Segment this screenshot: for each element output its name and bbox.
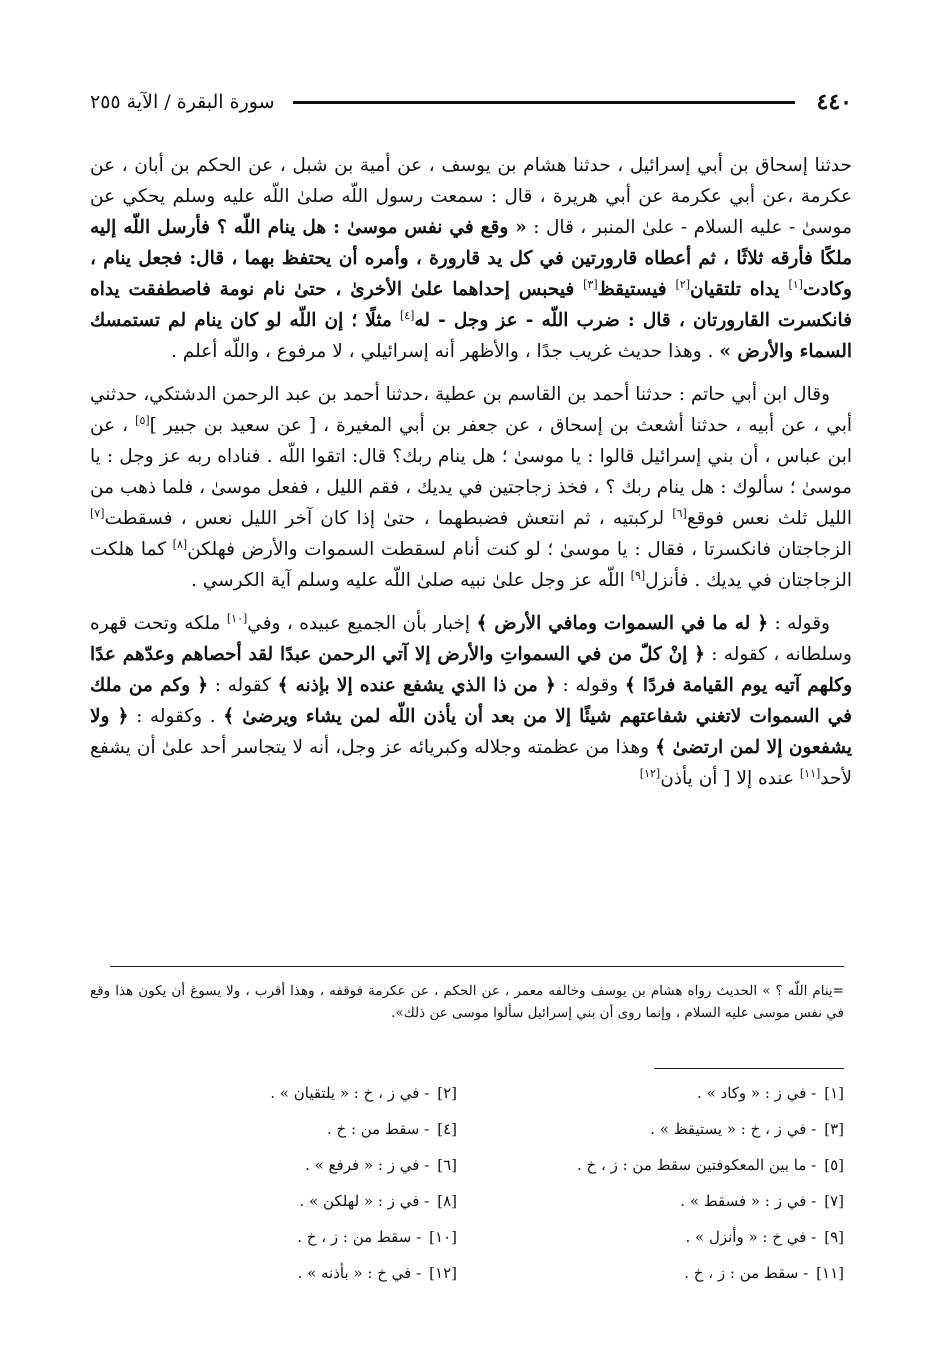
footnote-number: [٤] xyxy=(437,1120,457,1138)
bold-text: فيستيقظ xyxy=(597,279,676,300)
footnote-item xyxy=(527,1118,844,1140)
paragraph-commentary xyxy=(90,608,852,794)
footnote-ref[interactable]: [٣] xyxy=(583,277,598,291)
text-span: لركبتيه ، ثم انتعش فضبطهما ، حتىٰ إذا كان آخر الليل نعس ، فسقطت xyxy=(104,508,673,529)
paragraph-ibn-abi-hatim xyxy=(90,379,852,596)
text-span: حدثنا إسحاق بن أبي إسرائيل ، حدثنا هشام بن يوسف ، عن أمية بن شبل ، عن الحكم بن أبان ، عن عكرمة ،عن أبي عكرمة عن أبي هريرة ، قال : سمعت رسول اللّه صلىٰ اللّه عليه وسلم يحكي عن موسىٰ - عليه السلام - علىٰ المنبر ، قال : xyxy=(90,155,853,238)
text-span: إخبار بأن الجميع عبيده ، وفي xyxy=(247,613,477,634)
page-header xyxy=(90,82,852,122)
text-span: وقوله : xyxy=(768,613,830,634)
footnotes-divider xyxy=(654,1068,844,1069)
quran-quote: ﴿ إنْ كلّ من في السمواتِ والأرض إلا آتي الرحمن عبدًا لقد أحصاهم وعدّهم عدًا وكلهم آتيه يوم القيامة فردًا ﴾ xyxy=(90,644,852,696)
bold-text: مثلًا ؛ إن اللّه لو كان ينام لم تستمسك السماء والأرض » xyxy=(90,310,852,362)
footnote-ref[interactable]: [٧] xyxy=(90,506,105,520)
footnote-number: [٧] xyxy=(824,1192,844,1210)
page-number: ٤٤٠ xyxy=(816,89,852,115)
footnote-number: [١٢] xyxy=(429,1264,457,1282)
paragraph-hadith xyxy=(90,150,852,367)
footnote-ref[interactable]: [٥] xyxy=(135,413,150,427)
note-divider xyxy=(110,966,844,967)
footnote-ref[interactable]: [٤] xyxy=(399,308,415,322)
footnote-item xyxy=(140,1262,457,1284)
footnote-ref[interactable]: [١] xyxy=(788,277,803,291)
continued-note: =ينام اللّه ؟ » الحديث رواه هشام بن يوسف وخالفه معمر ، عن الحكم ، عن عكرمة فوقفه ، وهذا أقرب ، ولا يسوغ أن يكون هذا وقع في نفس موسى عليه السلام ، وإنما روى أن بني إسرائيل سألوا موسى عن ذلك». xyxy=(90,983,844,1021)
footnote-ref[interactable]: [٩] xyxy=(630,568,646,582)
text-span: وهذا من عظمته وجلاله وكبريائه عز وجل، أنه لا يتجاسر أحد علىٰ أن يشفع لأحد xyxy=(90,737,852,789)
bold-text: فيحبس إحداهما علىٰ الأخرىٰ ، حتىٰ نام نومة فاصطفقت يداه فانكسرت القارورتان ، قال : ضرب اللّه - عز وجل - له xyxy=(90,279,852,331)
footnote-number: [١] xyxy=(824,1084,844,1102)
footnote-text: - سقط من : ز ، خ . xyxy=(684,1264,809,1282)
footnote-ref[interactable]: [١٠] xyxy=(226,611,248,625)
footnote-ref[interactable]: [٦] xyxy=(672,506,687,520)
footnote-item xyxy=(140,1190,457,1212)
footnote-text: - سقط من : خ . xyxy=(326,1120,430,1138)
main-text xyxy=(90,150,852,806)
footnote-number: [٦] xyxy=(437,1156,457,1174)
footnote-number: [٩] xyxy=(824,1228,844,1246)
footnote-item xyxy=(527,1082,844,1104)
footnote-number: [١٠] xyxy=(429,1228,457,1246)
footnote-text: - ما بين المعكوفتين سقط من : ز ، خ . xyxy=(576,1156,817,1174)
text-span: عنده إلا [ أن يأذن xyxy=(660,768,800,789)
footnote-ref[interactable]: [٨] xyxy=(172,537,188,551)
footnote-item xyxy=(527,1154,844,1176)
footnote-ref[interactable]: [١٢] xyxy=(639,766,661,780)
text-span: كما هلكت الزجاجتان في يديك . فأنزل xyxy=(90,539,852,591)
footnote-ref[interactable]: [١١] xyxy=(799,766,821,780)
footnote-item xyxy=(140,1118,457,1140)
text-span: ملكه وتحت قهره وسلطانه ، كقوله : xyxy=(90,613,852,665)
footnote-item xyxy=(527,1226,844,1248)
footnote-item xyxy=(527,1262,844,1284)
footnote-text: - سقط من : ز ، خ . xyxy=(297,1228,422,1246)
footnote-text: - في ز : « فرفع » . xyxy=(305,1156,430,1174)
footnote-text: - في ز : « فسقط » . xyxy=(680,1192,817,1210)
header-rule xyxy=(293,101,795,104)
text-span: كقوله : xyxy=(208,675,278,696)
footnote-text: - في ز : « وكاد » . xyxy=(697,1084,817,1102)
footnote-item xyxy=(527,1190,844,1212)
text-span: وقوله : xyxy=(555,675,625,696)
footnote-text: - في خ : « وأنزل » . xyxy=(685,1228,817,1246)
footnote-item xyxy=(140,1154,457,1176)
footnotes xyxy=(140,1082,844,1284)
quran-quote: ﴿ له ما في السموات ومافي الأرض ﴾ xyxy=(476,613,769,634)
footnote-text: - في ز : « لهلكن » . xyxy=(299,1192,430,1210)
quran-quote: ﴿ وكم من ملك في السموات لاتغني شفاعتهم شيئًا إلا من بعد أن يأذن اللّه لمن يشاء ويرضىٰ ﴾ xyxy=(90,675,852,727)
footnote-number: [١١] xyxy=(816,1264,844,1282)
footnote-number: [٥] xyxy=(824,1156,844,1174)
footnote-text: - في ز ، خ : « يستيقظ » . xyxy=(650,1120,817,1138)
footnote-item xyxy=(140,1082,457,1104)
footnote-number: [٣] xyxy=(824,1120,844,1138)
quran-quote: ﴿ ولا يشفعون إلا لمن ارتضىٰ ﴾ xyxy=(90,706,852,758)
text-span: الزجاجتان فانكسرتا ، فقال : يا موسىٰ ؛ لو كنت أنام لسقطت السموات والأرض فهلكن xyxy=(187,539,852,560)
footnote-text: - في خ : « بأذنه » . xyxy=(297,1264,422,1282)
quran-quote: ﴿ من ذا الذي يشفع عنده إلا بإذنه ﴾ xyxy=(277,675,556,696)
bold-text: يداه تلتقيان xyxy=(690,279,789,300)
text-span: ، عن ابن عباس ، أن بني إسرائيل قالوا : يا موسىٰ ؛ هل ينام ربك؟ قال: اتقوا اللّه . فناداه ربه عز وجل : يا موسىٰ ؛ سألوك : هل ينام ربك ؟ ، فخذ زجاجتين في يديك ، فقم الليل ، ففعل موسىٰ ، فلما ذهب من الليل ثلث نعس فوقع xyxy=(90,415,852,529)
text-span: . وهذا حديث غريب جدًا ، والأظهر أنه إسرائيلي ، لا مرفوع ، واللّه أعلم . xyxy=(171,341,720,362)
footnote-number: [٨] xyxy=(437,1192,457,1210)
footnote-number: [٢] xyxy=(437,1084,457,1102)
bold-text: « وقع في نفس موسىٰ : هل ينام اللّه ؟ فأرسل اللّه إليه ملكًا فأرقه ثلاثًا ، ثم أعطاه قارورتين في كل يد قارورة ، وأمره أن يحتفظ بهما ، قال: فجعل ينام ، وكادت xyxy=(90,217,852,300)
text-span: . وكقوله : xyxy=(128,706,224,727)
footnote-text: - في ز ، خ : « يلتقيان » . xyxy=(270,1084,430,1102)
text-span: اللّه عز وجل علىٰ نبيه صلىٰ اللّه عليه وسلم آية الكرسي . xyxy=(190,570,631,591)
running-title: سورة البقرة / الآية ٢٥٥ xyxy=(90,91,275,113)
text-span: وقال ابن أبي حاتم : حدثنا أحمد بن القاسم بن عطية ،حدثنا أحمد بن عبد الرحمن الدشتكي، حدثني أبي ، عن أبيه ، حدثنا أشعث بن إسحاق ، عن جعفر بن أبي المغيرة ، [ عن سعيد بن جبير ] xyxy=(90,384,852,436)
footnote-item xyxy=(140,1226,457,1248)
footnote-ref[interactable]: [٢] xyxy=(675,277,691,291)
